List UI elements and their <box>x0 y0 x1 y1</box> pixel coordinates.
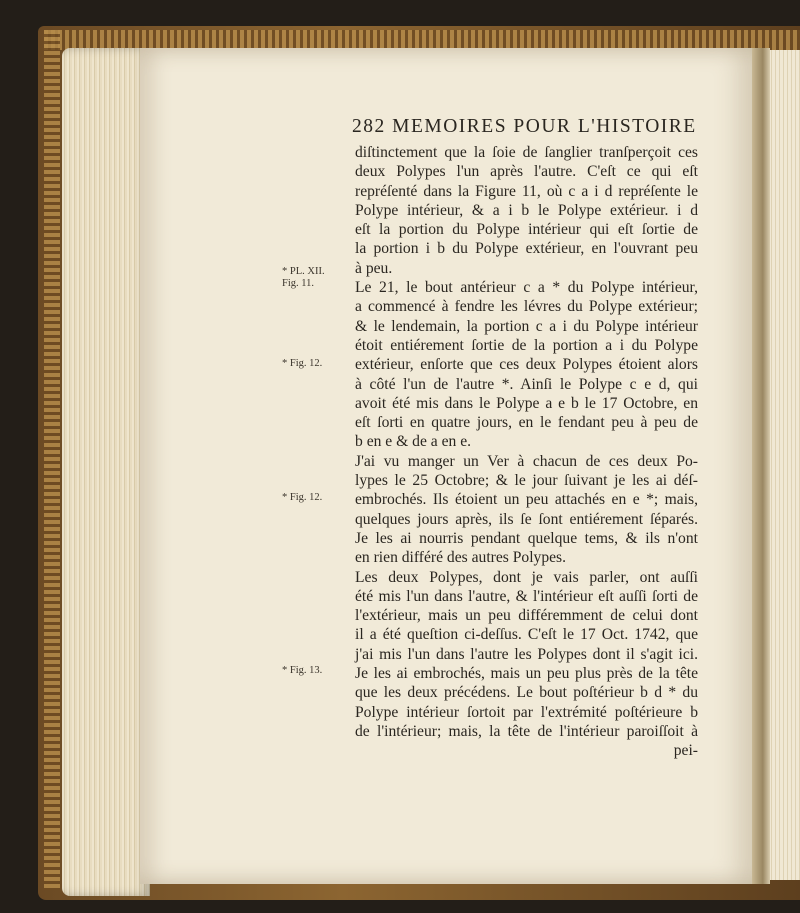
text-line: & le lendemain, la portion c a i du Polype intérieur <box>355 317 698 335</box>
text-line: a commencé à fendre les lévres du Polype extérieur; <box>355 298 698 316</box>
margin-note-line: * PL. XII. <box>282 266 325 277</box>
margin-note-line: Fig. 11. <box>282 278 314 289</box>
text-line: Le 21, le bout antérieur c a * du Polype intérieur, <box>355 279 698 297</box>
text-line: à côté l'un de l'autre *. Ainſi le Polype c e d, qui <box>355 375 698 393</box>
catchword: pei- <box>673 742 698 760</box>
text-line: été mis l'un dans l'autre, & l'intérieur eſt auſſi ſorti de <box>355 587 698 605</box>
text-line: Je les ai embrochés, mais un peu plus près de la tête <box>355 665 698 683</box>
text-line: de l'intérieur; mais, la tête de l'intérieur paroiſſoit à <box>355 722 698 740</box>
text-line: Polype intérieur ſortoit par l'extrémité poſtérieure b <box>355 703 698 721</box>
text-line: en rien différé des autres Polypes. <box>355 549 567 567</box>
text-line: eſt ſorti en quatre jours, en le fendant peu à peu de <box>355 414 698 432</box>
text-line: lypes le 25 Octobre; & le jour ſuivant je les ai déſ- <box>355 472 698 490</box>
book-gutter <box>752 48 770 884</box>
text-line: l'extérieur, mais un peu différemment de celui dont <box>355 607 698 625</box>
text-line: il a été queſtion ci-deſſus. C'eſt le 17 Oct. 1742, que <box>355 626 698 644</box>
text-line: la portion i b du Polype extérieur, en l'ouvrant peu <box>355 240 698 258</box>
text-line: quelques jours après, ils ſe ſont entiérement ſéparés. <box>355 510 698 528</box>
text-line: repréſenté dans la Figure 11, où c a i d repréſente le <box>355 182 698 200</box>
running-head: 282 MEMOIRES POUR L'HISTOIRE <box>352 116 697 137</box>
margin-note-plate <box>282 266 325 290</box>
cover-gilt-border-left <box>44 30 60 890</box>
margin-note-figure: * Fig. 12. <box>282 358 323 369</box>
page-edges <box>62 48 150 896</box>
body-text <box>355 143 698 761</box>
text-line: Polype intérieur, & a i b le Polype extérieur. i d <box>355 201 698 219</box>
text-line: b en e & de a en e. <box>355 433 472 451</box>
margin-note-figure: * Fig. 12. <box>282 492 323 503</box>
text-line: étoit entiérement ſortie de la portion a i du Polype <box>355 336 698 354</box>
text-line: extérieur, enſorte que ces deux Polypes étoient alors <box>355 356 698 374</box>
text-line: avoit été mis dans le Polype a e b le 17 Octobre, en <box>355 394 698 412</box>
text-line: que les deux précédens. Le bout poſtérieur b d * du <box>355 684 698 702</box>
cover-gilt-border <box>44 30 800 50</box>
text-line: embrochés. Ils étoient un peu attachés en e *; mais, <box>355 491 698 509</box>
text-line: J'ai vu manger un Ver à chacun de ces deux Po- <box>355 452 698 470</box>
text-line: deux Polypes l'un après l'autre. C'eſt ce qui eſt <box>355 163 698 181</box>
margin-note-figure: * Fig. 13. <box>282 665 323 676</box>
text-line: j'ai mis l'un dans l'autre les Polypes dont il s'agit ici. <box>355 645 698 663</box>
text-line: à peu. <box>355 259 393 277</box>
text-line: Je les ai nourris pendant quelque tems, & ils n'ont <box>355 529 698 547</box>
text-line: Les deux Polypes, dont je vais parler, ont auſſi <box>355 568 698 586</box>
text-line: eſt la portion du Polype intérieur qui eſt ſortie de <box>355 221 698 239</box>
text-line: diſtinctement que la ſoie de ſanglier tranſperçoit ces <box>355 144 698 161</box>
facing-page-edge <box>768 50 800 880</box>
